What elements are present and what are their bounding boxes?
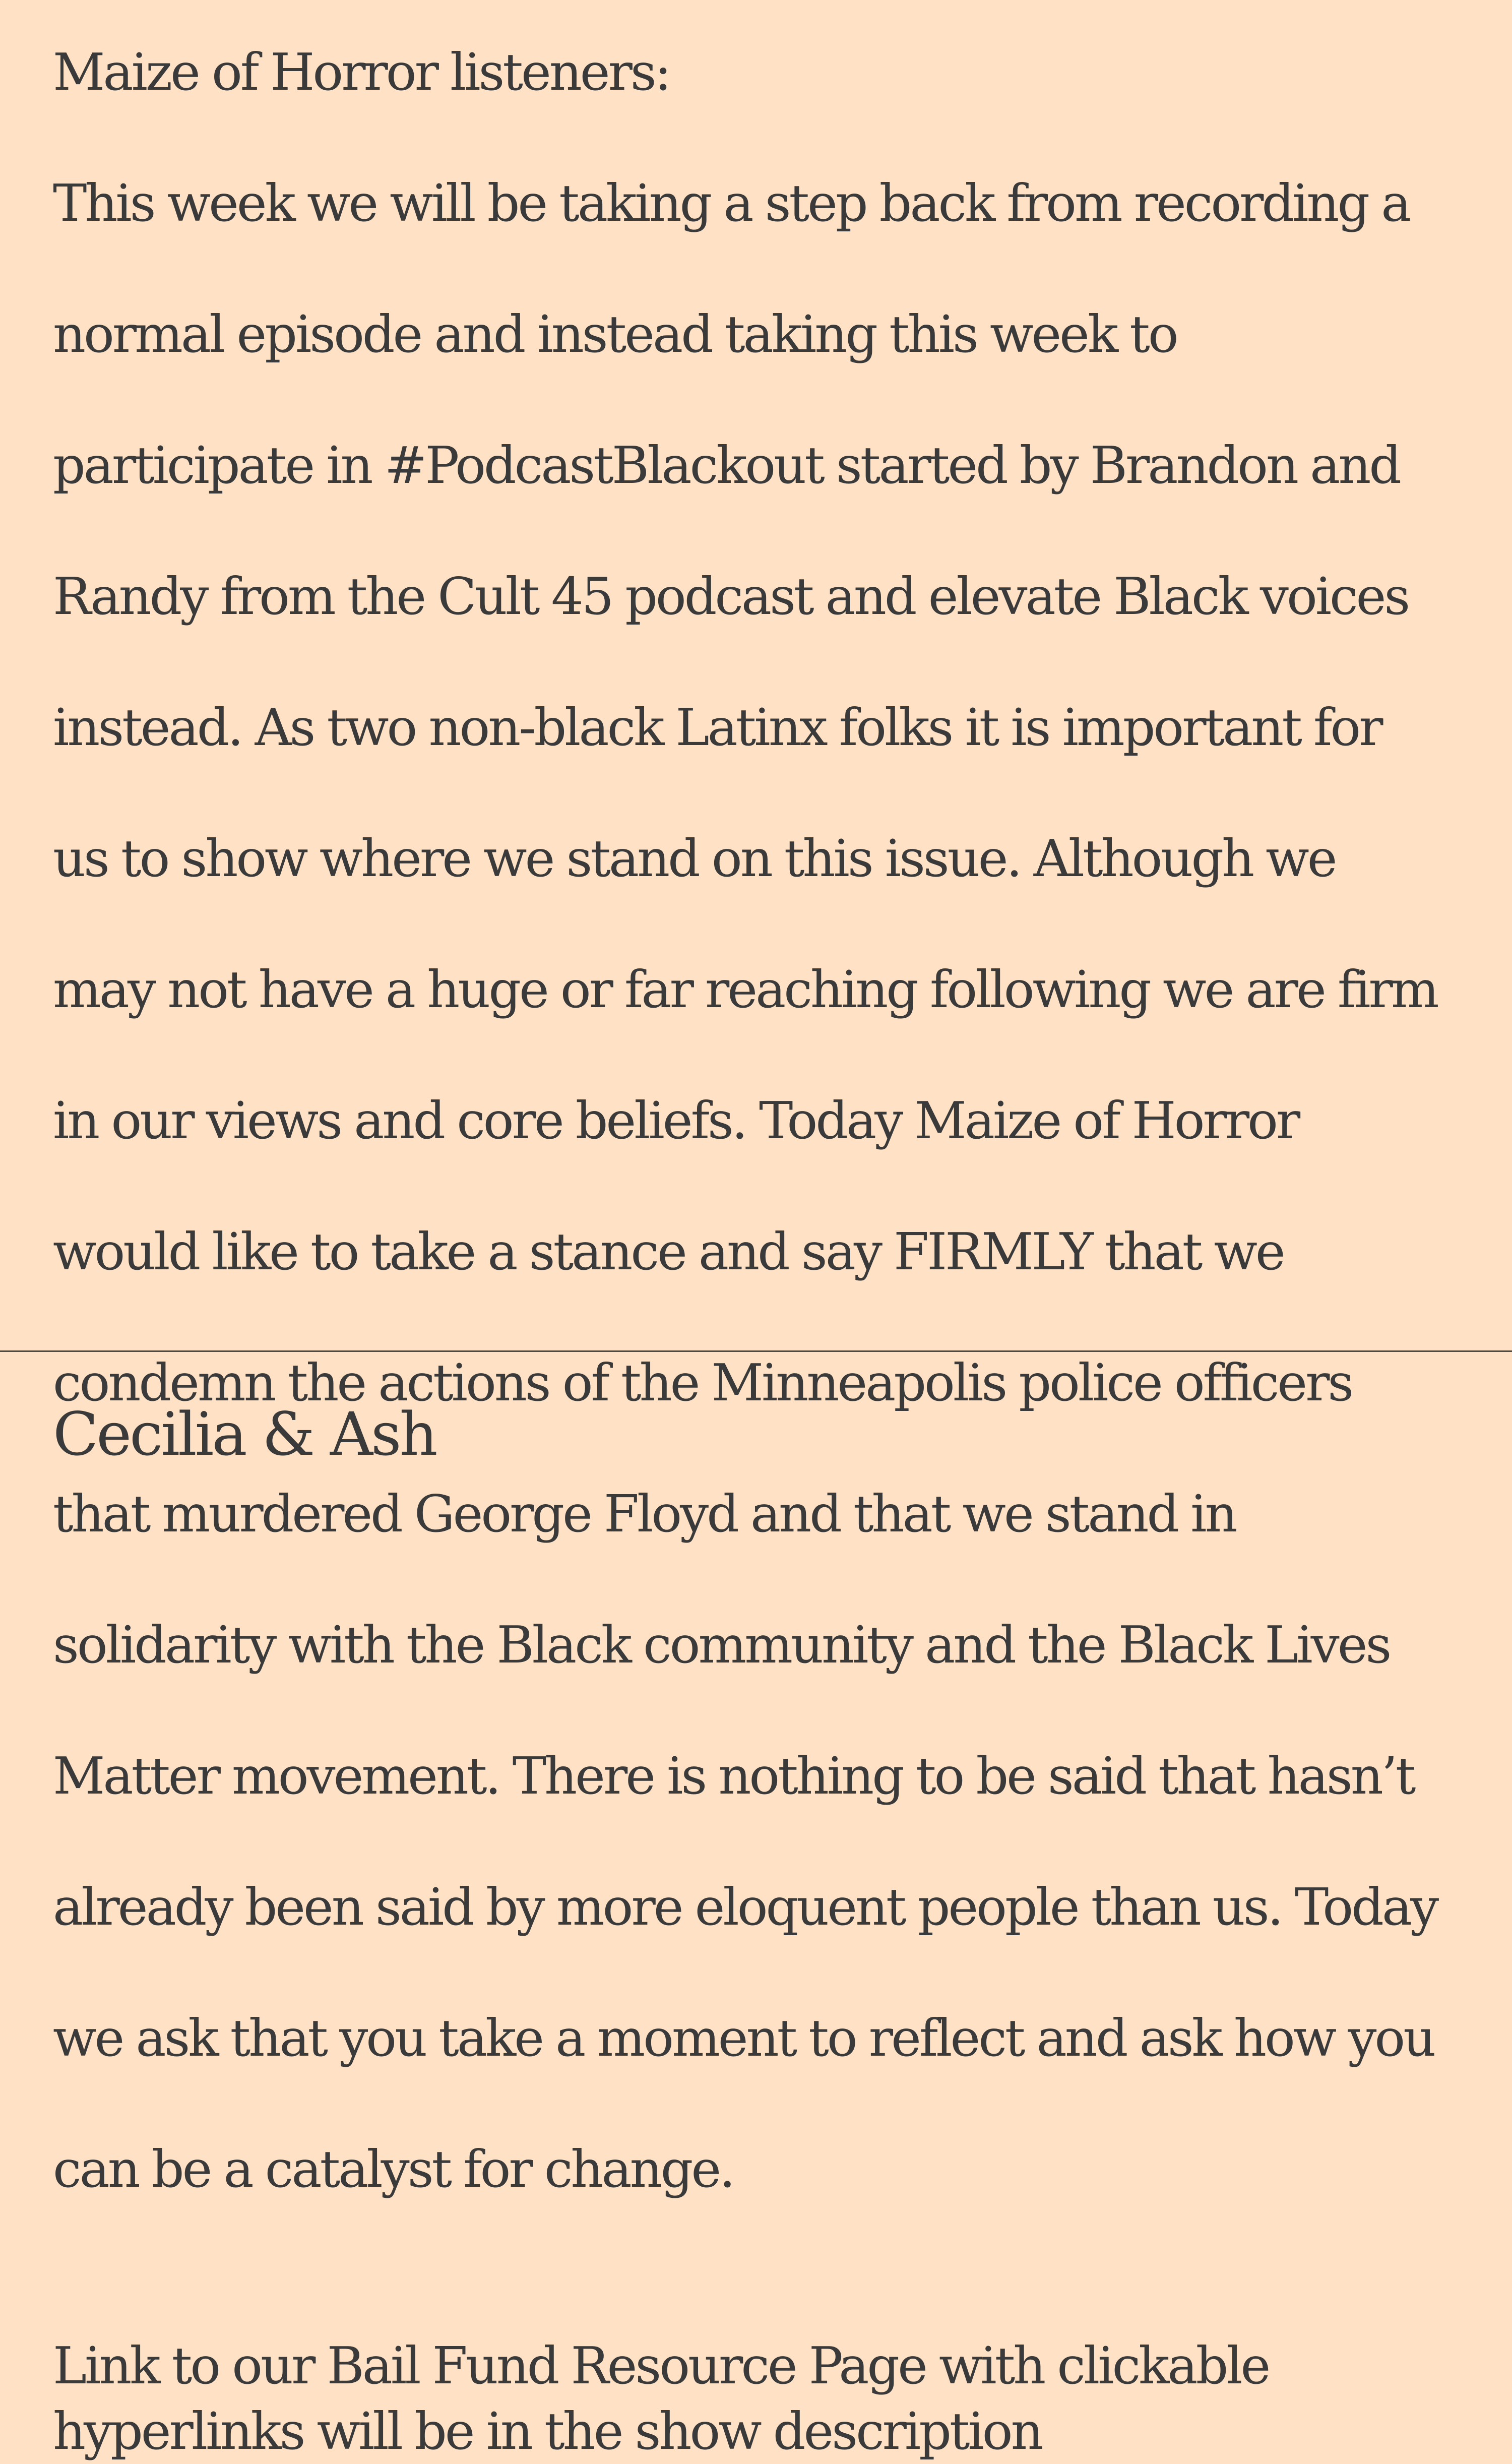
body-line: in our views and core beliefs. Today Maize of Horror xyxy=(53,1091,1299,1150)
letter-body xyxy=(53,105,1444,2267)
letter-text xyxy=(53,39,1444,2464)
body-line: we ask that you take a moment to reflect and ask how you xyxy=(53,2008,1434,2068)
body-line: already been said by more eloquent people than us. Today xyxy=(53,1877,1437,1937)
body-line: condemn the actions of the Minneapolis police officers xyxy=(53,1353,1352,1412)
divider xyxy=(0,1350,1512,1352)
body-line: that murdered George Floyd and that we stand in xyxy=(53,1484,1236,1544)
link-note xyxy=(53,2333,1444,2464)
body-line: may not have a huge or far reaching following we are firm xyxy=(53,960,1437,1019)
body-line: can be a catalyst for change. xyxy=(53,2139,734,2199)
body-line: participate in #PodcastBlackout started by Brandon and xyxy=(53,436,1400,495)
body-line: Matter movement. There is nothing to be said that hasn’t xyxy=(53,1746,1414,1806)
body-line: This week we will be taking a step back from recording a xyxy=(53,173,1410,233)
greeting: Maize of Horror listeners: xyxy=(53,42,670,102)
paragraph-spacer xyxy=(53,2267,1444,2333)
signature: Cecilia & Ash xyxy=(53,1399,436,1469)
link-note-line: hyperlinks will be in the show description xyxy=(53,2401,1042,2461)
body-line: instead. As two non-black Latinx folks it is important for xyxy=(53,698,1381,757)
body-line: normal episode and instead taking this week to xyxy=(53,304,1177,364)
body-line: Randy from the Cult 45 podcast and elevate Black voices xyxy=(53,567,1409,626)
body-line: would like to take a stance and say FIRMLY that we xyxy=(53,1222,1284,1281)
body-line: us to show where we stand on this issue. Although we xyxy=(53,829,1336,888)
body-line: solidarity with the Black community and the Black Lives xyxy=(53,1615,1390,1675)
link-note-line: Link to our Bail Fund Resource Page with clickable xyxy=(53,2336,1269,2395)
